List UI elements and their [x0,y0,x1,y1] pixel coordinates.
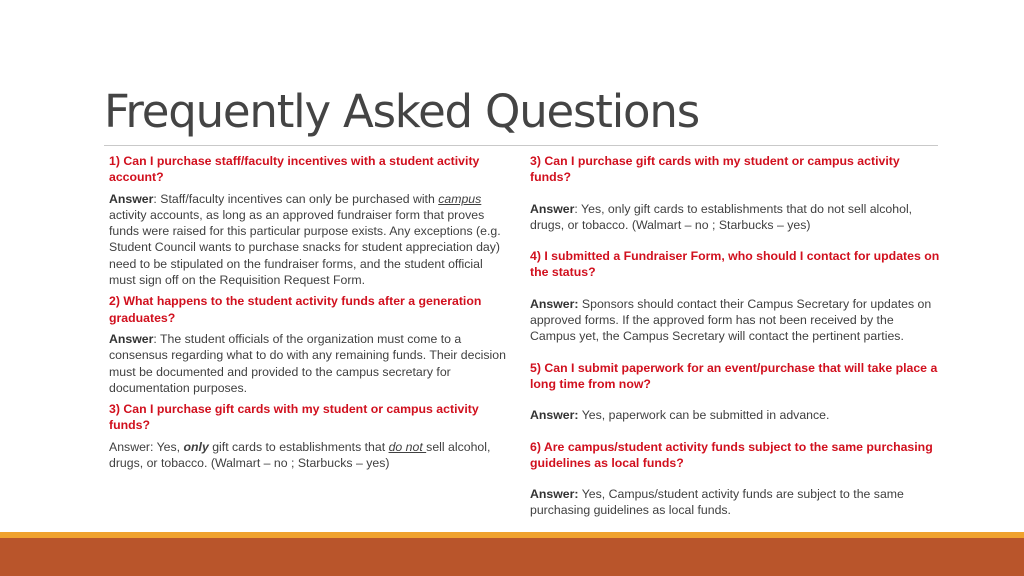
question-3-right: 3) Can I purchase gift cards with my student or campus activity funds? [530,154,900,185]
answer-emphasis: only [183,439,209,454]
answer-text: : Yes, only gift cards to establishments that do not sell alcohol, drugs, or tobacco. (Walmart – no ; Starbucks – yes) [530,201,913,232]
answer-text: : Staff/faculty incentives can only be purchased with [153,191,439,206]
answer-text: Answer: Yes, [109,439,184,454]
answer-text: Yes, paperwork can be submitted in advance. [578,408,830,423]
answer-1 [109,191,507,289]
answer-label: Answer [109,191,154,206]
footer-bar [0,538,1024,576]
answer-text: sell alcohol, drugs, or tobacco. (Walmart – no ; Starbucks – yes) [109,439,491,471]
answer-label: Answer: [530,296,579,311]
answer-2 [109,331,507,396]
question-6: 6) Are campus/student activity funds subject to the same purchasing guidelines as local funds? [530,439,933,470]
question-1: 1) Can I purchase staff/faculty incentives with a student activity account? [109,154,480,185]
answer-label: Answer [109,331,154,346]
answer-4 [530,296,940,345]
title-divider [104,145,938,146]
answer-text: Yes, Campus/student activity funds are subject to the same purchasing guidelines as local funds. [530,487,904,518]
faq-column-left [109,153,507,476]
answer-emphasis: do not [388,439,427,454]
answer-text: gift cards to establishments that [208,439,389,454]
answer-text: activity accounts, as long as an approved fundraiser form that proves funds were raised for this particular purpose exists. Any exceptions (e.g. Student Council wants to purchase snacks for student appreciation day) need to be stipulated on the fundraiser forms, and the student official must sign off on the Requisition Request Form. [109,207,501,288]
answer-3-right [530,201,940,234]
page-title: Frequently Asked Questions [104,85,699,138]
question-5: 5) Can I submit paperwork for an event/purchase that will take place a long time from now? [530,360,938,391]
answer-label: Answer: [530,487,579,502]
answer-5 [530,407,940,423]
answer-label: Answer [530,201,575,216]
question-4: 4) I submitted a Fundraiser Form, who should I contact for updates on the status? [530,249,940,280]
answer-text: Sponsors should contact their Campus Secretary for updates on approved forms. If the approved form has not been received by the Campus yet, the Campus Secretary will contact the pertinent parties. [530,296,932,344]
answer-6 [530,486,940,519]
answer-3 [109,439,507,472]
faq-column-right [530,153,940,534]
answer-text: : The student officials of the organization must come to a consensus regarding what to do with any remaining funds. Their decision must be documented and provided to the campus secretary for documentation purposes. [109,331,506,395]
answer-label: Answer: [530,408,579,423]
question-3: 3) Can I purchase gift cards with my student or campus activity funds? [109,402,479,433]
question-2: 2) What happens to the student activity funds after a generation graduates? [109,294,482,325]
answer-emphasis: campus [438,191,482,206]
